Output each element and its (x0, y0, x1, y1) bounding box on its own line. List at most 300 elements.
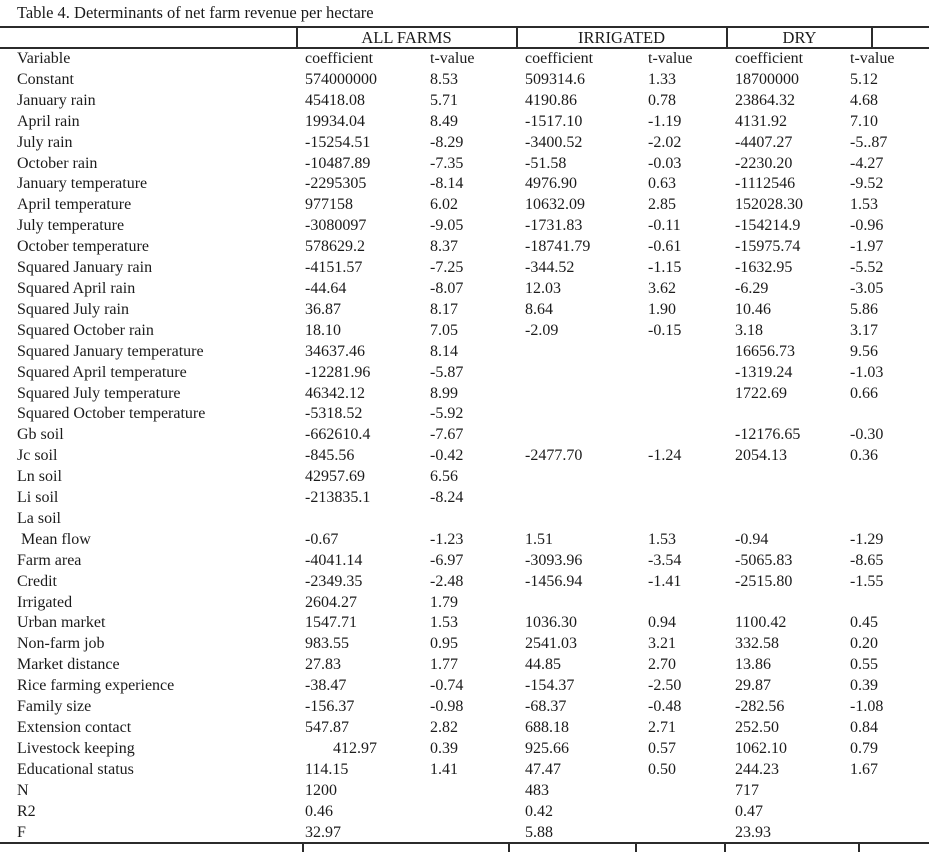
coefficient-cell-all-farms: -38.47 (305, 677, 347, 695)
coefficient-cell-all-farms: -2295305 (305, 175, 367, 193)
tvalue-cell-dry: 0.79 (850, 739, 878, 757)
tvalue-cell-all-farms: 8.49 (430, 112, 458, 130)
tvalue-cell-all-farms: -8.14 (430, 175, 464, 193)
tvalue-cell-dry: 1.53 (850, 196, 878, 214)
coefficient-cell-dry (726, 404, 841, 425)
coefficient-cell-irrigated: 12.03 (525, 279, 561, 297)
coefficient-cell-irrigated: 47.47 (525, 760, 561, 778)
coefficient-cell-irrigated: 483 (525, 781, 549, 799)
tvalue-cell-irrigated (639, 593, 726, 614)
table-row (0, 154, 929, 175)
coefficient-cell-irrigated: 2541.03 (525, 635, 577, 653)
column-divider-tick (302, 844, 304, 852)
table-row (0, 530, 929, 551)
tvalue-cell-dry (841, 488, 929, 509)
coefficient-cell-irrigated: 925.66 (525, 739, 569, 757)
tvalue-cell-dry (841, 404, 929, 425)
tvalue-cell-irrigated (639, 781, 726, 802)
tvalue-cell-irrigated: 0.50 (648, 760, 676, 778)
table-row (0, 802, 929, 823)
coefficient-cell-all-farms: -15254.51 (305, 133, 371, 151)
coefficient-cell-dry: -2230.20 (735, 154, 793, 172)
column-divider-tick (516, 28, 518, 47)
coefficient-cell-irrigated (516, 363, 639, 384)
coefficient-cell-irrigated: 10632.09 (525, 196, 585, 214)
tvalue-cell-all-farms: 8.37 (430, 238, 458, 256)
coefficient-header-dry: coefficient (735, 50, 804, 67)
variable-cell: January rain (17, 91, 96, 109)
tvalue-cell-dry: 0.36 (850, 447, 878, 465)
coefficient-cell-irrigated: 4976.90 (525, 175, 577, 193)
coefficient-cell-all-farms: 27.83 (305, 656, 341, 674)
coefficient-cell-irrigated: -154.37 (525, 677, 575, 695)
tvalue-cell-irrigated: -1.24 (648, 447, 682, 465)
tvalue-cell-dry: 0.20 (850, 635, 878, 653)
coefficient-cell-all-farms: -4041.14 (305, 551, 363, 569)
coefficient-cell-all-farms: -845.56 (305, 447, 355, 465)
table-row (0, 739, 929, 760)
variable-cell: Non-farm job (17, 635, 105, 653)
group-header-dry: DRY (782, 28, 817, 47)
column-divider-tick (871, 28, 873, 47)
tvalue-cell-irrigated: 0.94 (648, 614, 676, 632)
coefficient-cell-irrigated (516, 593, 639, 614)
coefficient-cell-all-farms: 2604.27 (305, 593, 357, 611)
coefficient-cell-all-farms: -4151.57 (305, 259, 363, 277)
coefficient-cell-irrigated: 4190.86 (525, 91, 577, 109)
bottom-rule (0, 842, 929, 844)
table-row (0, 551, 929, 572)
coefficient-cell-dry: -0.94 (735, 530, 769, 548)
variable-cell: October rain (17, 154, 98, 172)
tvalue-cell-irrigated: 3.62 (648, 279, 676, 297)
variable-cell: Mean flow (17, 530, 91, 548)
coefficient-cell-all-farms: 0.46 (305, 802, 333, 820)
variable-cell: Farm area (17, 551, 82, 569)
coefficient-cell-dry: 18700000 (735, 70, 799, 88)
variable-cell: Jc soil (17, 447, 58, 465)
table-row (0, 718, 929, 739)
variable-cell: Extension contact (17, 719, 132, 736)
variable-cell: N (17, 781, 29, 799)
tvalue-cell-irrigated: -2.50 (648, 677, 682, 695)
tvalue-cell-dry: 3.17 (850, 321, 878, 339)
coefficient-cell-all-farms: 19934.04 (305, 112, 365, 130)
variable-cell: Educational status (17, 760, 134, 778)
tvalue-cell-all-farms: 8.14 (430, 342, 458, 360)
variable-cell: July rain (17, 133, 73, 151)
table-row (0, 823, 929, 844)
coefficient-cell-all-farms: 412.97 (305, 739, 377, 757)
tvalue-cell-dry (841, 781, 929, 802)
variable-cell: Family size (17, 698, 92, 716)
variable-cell: April temperature (17, 196, 132, 214)
column-divider-tick (296, 28, 298, 47)
table-row (0, 342, 929, 363)
tvalue-cell-all-farms (421, 781, 516, 802)
coefficient-cell-dry: 717 (735, 781, 759, 799)
coefficient-cell-all-farms: 547.87 (305, 719, 349, 736)
tvalue-cell-all-farms: -1.23 (430, 530, 464, 548)
tvalue-cell-irrigated: -1.19 (648, 112, 682, 130)
tvalue-cell-all-farms: -0.42 (430, 447, 464, 465)
tvalue-cell-all-farms: 6.56 (430, 468, 458, 486)
tvalue-cell-dry: -9.52 (850, 175, 884, 193)
coefficient-cell-all-farms: -10487.89 (305, 154, 371, 172)
tvalue-cell-all-farms (421, 823, 516, 844)
tvalue-cell-all-farms: 8.53 (430, 70, 458, 88)
coefficient-cell-all-farms: -0.67 (305, 530, 339, 548)
tvalue-cell-all-farms: 1.53 (430, 614, 458, 632)
coefficient-cell-irrigated (516, 467, 639, 488)
table-row (0, 613, 929, 634)
tvalue-cell-dry: -1.55 (850, 572, 884, 590)
variable-cell: Irrigated (17, 593, 73, 611)
tvalue-cell-all-farms: 8.17 (430, 300, 458, 318)
tvalue-cell-irrigated: -0.61 (648, 238, 682, 256)
tvalue-cell-irrigated (639, 823, 726, 844)
column-divider-tick (858, 844, 860, 852)
variable-cell: Squared October temperature (17, 405, 206, 423)
variable-column-header: Variable (17, 50, 71, 67)
table-row (0, 781, 929, 802)
variable-cell: Squared April temperature (17, 363, 187, 381)
tvalue-cell-dry (841, 802, 929, 823)
tvalue-cell-irrigated: -1.41 (648, 572, 682, 590)
tvalue-cell-irrigated: -2.02 (648, 133, 682, 151)
coefficient-cell-dry: 252.50 (735, 719, 779, 736)
table-row (0, 593, 929, 614)
coefficient-cell-irrigated (516, 404, 639, 425)
table-title: Table 4. Determinants of net farm revenue per hectare (17, 3, 374, 22)
coefficient-cell-irrigated: 0.42 (525, 802, 553, 820)
variable-cell: F (17, 823, 26, 841)
coefficient-cell-dry: 23.93 (735, 823, 771, 841)
coefficient-cell-irrigated: -18741.79 (525, 238, 591, 256)
tvalue-cell-irrigated (639, 384, 726, 405)
coefficient-cell-all-farms: 977158 (305, 196, 353, 214)
tvalue-cell-all-farms: 2.82 (430, 719, 458, 736)
variable-cell: Urban market (17, 614, 106, 632)
tvalue-cell-all-farms: -5.92 (430, 405, 464, 423)
tvalue-cell-irrigated: -0.03 (648, 154, 682, 172)
tvalue-cell-irrigated: -1.15 (648, 259, 682, 277)
table-row (0, 195, 929, 216)
table-row (0, 404, 929, 425)
coefficient-cell-all-farms: 578629.2 (305, 238, 365, 256)
tvalue-cell-dry (841, 823, 929, 844)
tvalue-cell-irrigated: 0.57 (648, 739, 676, 757)
table-row (0, 572, 929, 593)
column-divider-tick (726, 28, 728, 47)
tvalue-cell-dry: 5.86 (850, 300, 878, 318)
variable-cell: Rice farming experience (17, 677, 175, 695)
coefficient-cell-dry: -154214.9 (735, 217, 801, 235)
coefficient-cell-dry: -282.56 (735, 698, 785, 716)
coefficient-cell-all-farms: 1200 (305, 781, 337, 799)
table-row (0, 174, 929, 195)
tvalue-cell-irrigated (639, 425, 726, 446)
tvalue-cell-all-farms: -8.24 (430, 489, 464, 507)
tvalue-cell-dry: -4.27 (850, 154, 884, 172)
coefficient-cell-irrigated: -1731.83 (525, 217, 583, 235)
coefficient-cell-dry (726, 488, 841, 509)
tvalue-cell-dry: -1.03 (850, 363, 884, 381)
tvalue-cell-irrigated: 0.63 (648, 175, 676, 193)
table-row (0, 676, 929, 697)
tvalue-cell-all-farms: -0.98 (430, 698, 464, 716)
coefficient-cell-all-farms: -5318.52 (305, 405, 363, 423)
tvalue-cell-dry: 4.68 (850, 91, 878, 109)
coefficient-cell-all-farms: 983.55 (305, 635, 349, 653)
tvalue-cell-all-farms: -8.29 (430, 133, 464, 151)
tvalue-cell-dry: 0.66 (850, 384, 878, 402)
tvalue-cell-all-farms: -8.07 (430, 279, 464, 297)
table-row (0, 446, 929, 467)
table-row (0, 467, 929, 488)
coefficient-cell-dry: 0.47 (735, 802, 763, 820)
table-row (0, 697, 929, 718)
coefficient-cell-dry (726, 593, 841, 614)
coefficient-header-irrigated: coefficient (525, 50, 594, 67)
coefficient-cell-all-farms: 1547.71 (305, 614, 357, 632)
variable-cell: Squared October rain (17, 321, 154, 339)
coefficient-cell-irrigated: -3400.52 (525, 133, 583, 151)
variable-cell: Gb soil (17, 426, 64, 444)
table-row (0, 112, 929, 133)
coefficient-cell-dry: 10.46 (735, 300, 771, 318)
tvalue-header-dry: t-value (850, 50, 895, 67)
tvalue-cell-all-farms: -7.35 (430, 154, 464, 172)
coefficient-cell-dry: 332.58 (735, 635, 779, 653)
tvalue-cell-dry: -1.97 (850, 238, 884, 256)
table-row (0, 655, 929, 676)
tvalue-cell-all-farms: 0.95 (430, 635, 458, 653)
variable-cell: Li soil (17, 489, 59, 507)
coefficient-cell-all-farms: 46342.12 (305, 384, 365, 402)
tvalue-cell-irrigated (639, 509, 726, 530)
tvalue-cell-all-farms: 7.05 (430, 321, 458, 339)
coefficient-cell-all-farms: -44.64 (305, 279, 347, 297)
tvalue-cell-dry: 0.55 (850, 656, 878, 674)
tvalue-cell-irrigated (639, 467, 726, 488)
tvalue-cell-all-farms: 0.39 (430, 739, 458, 757)
tvalue-cell-irrigated: -0.11 (648, 217, 681, 235)
coefficient-cell-irrigated: 5.88 (525, 823, 553, 841)
tvalue-cell-all-farms: -5.87 (430, 363, 464, 381)
coefficient-cell-dry: 3.18 (735, 321, 763, 339)
coefficient-cell-dry: 1722.69 (735, 384, 787, 402)
variable-cell: Market distance (17, 656, 120, 674)
coefficient-cell-all-farms: 34637.46 (305, 342, 365, 360)
column-divider-tick (508, 844, 510, 852)
tvalue-cell-irrigated: 3.21 (648, 635, 676, 653)
coefficient-cell-irrigated: 8.64 (525, 300, 553, 318)
coefficient-cell-irrigated: -344.52 (525, 259, 575, 277)
coefficient-cell-irrigated (516, 384, 639, 405)
tvalue-cell-dry: 0.45 (850, 614, 878, 632)
tvalue-cell-dry: -3.05 (850, 279, 884, 297)
tvalue-cell-dry: 0.84 (850, 719, 878, 736)
coefficient-cell-dry: 23864.32 (735, 91, 795, 109)
tvalue-cell-dry: 9.56 (850, 342, 878, 360)
tvalue-cell-irrigated (639, 363, 726, 384)
tvalue-cell-irrigated: -0.15 (648, 321, 682, 339)
tvalue-cell-all-farms (421, 509, 516, 530)
variable-cell: Credit (17, 572, 57, 590)
coefficient-cell-dry: -2515.80 (735, 572, 793, 590)
tvalue-cell-irrigated (639, 342, 726, 363)
variable-cell: Squared July temperature (17, 384, 181, 402)
tvalue-cell-dry: -1.08 (850, 698, 884, 716)
tvalue-cell-dry (841, 509, 929, 530)
variable-cell: Squared April rain (17, 279, 136, 297)
tvalue-cell-dry: -5.52 (850, 259, 884, 277)
variable-cell: July temperature (17, 217, 125, 235)
coefficient-cell-irrigated: -51.58 (525, 154, 567, 172)
coefficient-cell-dry: 29.87 (735, 677, 771, 695)
tvalue-cell-irrigated (639, 488, 726, 509)
tvalue-cell-dry: -1.29 (850, 530, 884, 548)
coefficient-cell-dry: 16656.73 (735, 342, 795, 360)
coefficient-cell-dry (726, 467, 841, 488)
coefficient-cell-dry: 1062.10 (735, 739, 787, 757)
table-row (0, 363, 929, 384)
tvalue-cell-all-farms: -7.25 (430, 259, 464, 277)
coefficient-cell-irrigated: -2.09 (525, 321, 559, 339)
table-row (0, 216, 929, 237)
variable-cell: April rain (17, 112, 80, 130)
coefficient-cell-irrigated: -2477.70 (525, 447, 583, 465)
coefficient-cell-dry: 244.23 (735, 760, 779, 778)
variable-cell: Ln soil (17, 468, 62, 486)
coefficient-cell-dry: -15975.74 (735, 238, 801, 256)
coefficient-cell-all-farms: 42957.69 (305, 468, 365, 486)
tvalue-cell-irrigated: 1.90 (648, 300, 676, 318)
coefficient-cell-irrigated (516, 425, 639, 446)
variable-cell: Squared January rain (17, 259, 153, 277)
coefficient-cell-dry (726, 509, 841, 530)
group-header-band (0, 28, 929, 47)
results-table (0, 49, 929, 843)
variable-cell: R2 (17, 802, 36, 820)
tvalue-cell-all-farms: 1.77 (430, 656, 458, 674)
tvalue-cell-dry (841, 467, 929, 488)
tvalue-cell-dry: -5..87 (850, 133, 888, 151)
tvalue-cell-irrigated: 1.53 (648, 530, 676, 548)
tvalue-cell-irrigated: -0.48 (648, 698, 682, 716)
coefficient-cell-dry: -1319.24 (735, 363, 793, 381)
tvalue-cell-all-farms: 8.99 (430, 384, 458, 402)
table-row (0, 70, 929, 91)
tvalue-cell-dry: 0.39 (850, 677, 878, 695)
tvalue-cell-all-farms: 1.79 (430, 593, 458, 611)
subheader-row (0, 49, 929, 70)
coefficient-cell-irrigated: -1517.10 (525, 112, 583, 130)
tvalue-cell-irrigated: 2.70 (648, 656, 676, 674)
coefficient-cell-irrigated (516, 342, 639, 363)
tvalue-cell-irrigated: 2.85 (648, 196, 676, 214)
tvalue-cell-dry (841, 593, 929, 614)
tvalue-cell-all-farms: 1.41 (430, 760, 458, 778)
tvalue-header-irrigated: t-value (648, 50, 693, 67)
variable-cell: Constant (17, 70, 74, 88)
coefficient-cell-irrigated: 1.51 (525, 530, 553, 548)
tvalue-cell-dry: -0.30 (850, 426, 884, 444)
coefficient-cell-all-farms: -12281.96 (305, 363, 371, 381)
coefficient-cell-dry: -6.29 (735, 279, 769, 297)
tvalue-cell-irrigated (639, 404, 726, 425)
variable-cell: Squared July rain (17, 300, 129, 318)
variable-cell: Squared January temperature (17, 342, 204, 360)
coefficient-cell-dry: -4407.27 (735, 133, 793, 151)
coefficient-cell-all-farms (296, 509, 421, 530)
coefficient-cell-all-farms: -3080097 (305, 217, 367, 235)
table-row (0, 509, 929, 530)
tvalue-cell-dry: 7.10 (850, 112, 878, 130)
coefficient-cell-all-farms: 36.87 (305, 300, 341, 318)
coefficient-cell-irrigated (516, 488, 639, 509)
table-row (0, 91, 929, 112)
coefficient-cell-all-farms: -662610.4 (305, 426, 371, 444)
column-divider-tick (635, 844, 637, 852)
table-row (0, 321, 929, 342)
coefficient-cell-irrigated: 688.18 (525, 719, 569, 736)
tvalue-cell-all-farms: -7.67 (430, 426, 464, 444)
tvalue-cell-all-farms: 5.71 (430, 91, 458, 109)
coefficient-cell-irrigated: -1456.94 (525, 572, 583, 590)
coefficient-cell-all-farms: 574000000 (305, 70, 377, 88)
coefficient-cell-all-farms: 114.15 (305, 760, 349, 778)
coefficient-cell-irrigated: -68.37 (525, 698, 567, 716)
coefficient-cell-all-farms: -156.37 (305, 698, 355, 716)
coefficient-cell-dry: 2054.13 (735, 447, 787, 465)
coefficient-cell-all-farms: 32.97 (305, 823, 341, 841)
coefficient-cell-all-farms: -213835.1 (305, 489, 371, 507)
coefficient-cell-dry: -12176.65 (735, 426, 801, 444)
coefficient-cell-all-farms: -2349.35 (305, 572, 363, 590)
coefficient-cell-dry: 152028.30 (735, 196, 803, 214)
coefficient-cell-irrigated: 1036.30 (525, 614, 577, 632)
coefficient-cell-all-farms: 18.10 (305, 321, 341, 339)
table-row (0, 760, 929, 781)
coefficient-cell-dry: 13.86 (735, 656, 771, 674)
variable-cell: January temperature (17, 175, 148, 193)
variable-cell: Livestock keeping (17, 739, 135, 757)
column-divider-tick (724, 844, 726, 852)
group-header-all-farms: ALL FARMS (361, 28, 452, 47)
tvalue-cell-all-farms: 6.02 (430, 196, 458, 214)
group-header-irrigated: IRRIGATED (577, 28, 666, 47)
table-row (0, 237, 929, 258)
variable-cell: October temperature (17, 238, 149, 256)
variable-cell: La soil (17, 509, 61, 527)
tvalue-cell-irrigated (639, 802, 726, 823)
coefficient-cell-irrigated (516, 509, 639, 530)
tvalue-cell-dry: 1.67 (850, 760, 878, 778)
table-row (0, 384, 929, 405)
tvalue-cell-irrigated: 2.71 (648, 719, 676, 736)
coefficient-cell-irrigated: 44.85 (525, 656, 561, 674)
coefficient-cell-dry: -5065.83 (735, 551, 793, 569)
coefficient-cell-dry: 4131.92 (735, 112, 787, 130)
tvalue-cell-dry: 5.12 (850, 70, 878, 88)
tvalue-cell-all-farms: -2.48 (430, 572, 464, 590)
tvalue-cell-all-farms: -9.05 (430, 217, 464, 235)
tvalue-cell-irrigated: -3.54 (648, 551, 682, 569)
table-row (0, 634, 929, 655)
tvalue-cell-all-farms (421, 802, 516, 823)
